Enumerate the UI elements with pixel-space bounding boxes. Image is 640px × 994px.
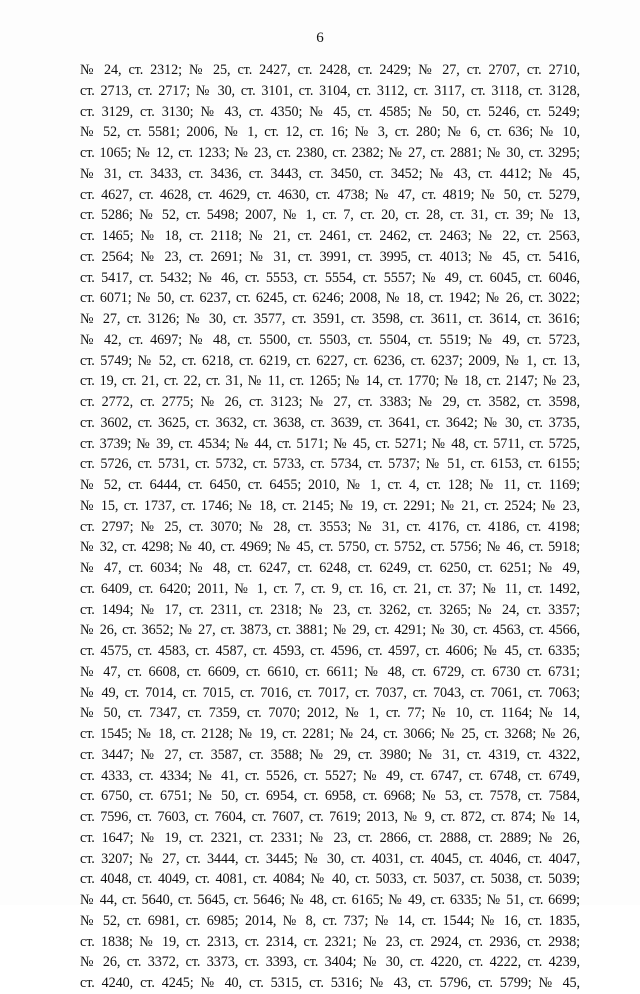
text-line: № 47, ст. 6034; № 48, ст. 6247, ст. 6248, ст. 6249, ст. 6250, ст. 6251; № 49,: [80, 560, 580, 576]
text-line: ст. 4048, ст. 4049, ст. 4081, ст. 4084; № 40, ст. 5033, ст. 5037, ст. 5038, ст. 5039;: [80, 871, 580, 888]
text-line: ст. 3447; № 27, ст. 3587, ст. 3588; № 29, ст. 3980; № 31, ст. 4319, ст. 4322,: [80, 746, 580, 763]
text-line: ст. 3129, ст. 3130; № 43, ст. 4350; № 45, ст. 4585; № 50, ст. 5246, ст. 5249;: [80, 103, 580, 120]
text-line: № 52, ст. 6444, ст. 6450, ст. 6455; 2010, № 1, ст. 4, ст. 128; № 11, ст. 1169;: [80, 477, 580, 493]
text-line: № 24, ст. 2312; № 25, ст. 2427, ст. 2428, ст. 2429; № 27, ст. 2707, ст. 2710,: [80, 62, 580, 78]
text-line: ст. 2797; № 25, ст. 3070; № 28, ст. 3553; № 31, ст. 4176, ст. 4186, ст. 4198;: [80, 518, 580, 535]
text-line: № 31, ст. 3433, ст. 3436, ст. 3443, ст. 3450, ст. 3452; № 43, ст. 4412; № 45,: [80, 165, 580, 182]
text-line: № 44, ст. 5640, ст. 5645, ст. 5646; № 48, ст. 6165; № 49, ст. 6335; № 51, ст. 6699;: [80, 892, 580, 908]
text-line: ст. 2713, ст. 2717; № 30, ст. 3101, ст. 3104, ст. 3112, ст. 3117, ст. 3118, ст. 3128,: [80, 82, 580, 99]
text-line: ст. 2772, ст. 2775; № 26, ст. 3123; № 27, ст. 3383; № 29, ст. 3582, ст. 3598,: [80, 394, 580, 410]
text-line: ст. 5286; № 52, ст. 5498; 2007, № 1, ст. 7, ст. 20, ст. 28, ст. 31, ст. 39; № 13,: [80, 207, 580, 224]
text-line: ст. 3602, ст. 3625, ст. 3632, ст. 3638, ст. 3639, ст. 3641, ст. 3642; № 30, ст. 3735,: [80, 414, 580, 431]
text-line: ст. 4333, ст. 4334; № 41, ст. 5526, ст. 5527; № 49, ст. 6747, ст. 6748, ст. 6749,: [80, 767, 580, 784]
text-line: ст. 1465; № 18, ст. 2118; № 21, ст. 2461, ст. 2462, ст. 2463; № 22, ст. 2563,: [80, 228, 580, 244]
text-line: ст. 3739; № 39, ст. 4534; № 44, ст. 5171; № 45, ст. 5271; № 48, ст. 5711, ст. 5725,: [80, 435, 580, 452]
text-line: ст. 3207; № 27, ст. 3444, ст. 3445; № 30, ст. 4031, ст. 4045, ст. 4046, ст. 4047,: [80, 850, 580, 867]
text-line: № 52, ст. 6981, ст. 6985; 2014, № 8, ст. 737; № 14, ст. 1544; № 16, ст. 1835,: [80, 912, 580, 929]
page-number: 6: [316, 30, 324, 46]
text-line: ст. 4575, ст. 4583, ст. 4587, ст. 4593, ст. 4596, ст. 4597, ст. 4606; № 45, ст. 6335;: [80, 643, 580, 659]
text-line: ст. 4627, ст. 4628, ст. 4629, ст. 4630, ст. 4738; № 47, ст. 4819; № 50, ст. 5279,: [80, 186, 580, 203]
text-line: ст. 5726, ст. 5731, ст. 5732, ст. 5733, ст. 5734, ст. 5737; № 51, ст. 6153, ст. 6155;: [80, 456, 580, 473]
text-line: № 47, ст. 6608, ст. 6609, ст. 6610, ст. 6611; № 48, ст. 6729, ст. 6730 ст. 6731;: [80, 663, 580, 680]
text-line: ст. 5749; № 52, ст. 6218, ст. 6219, ст. 6227, ст. 6236, ст. 6237; 2009, № 1, ст. 13,: [80, 352, 580, 369]
text-line: № 27, ст. 3126; № 30, ст. 3577, ст. 3591, ст. 3598, ст. 3611, ст. 3614, ст. 3616;: [80, 311, 580, 327]
text-line: № 52, ст. 5581; 2006, № 1, ст. 12, ст. 16; № 3, ст. 280; № 6, ст. 636; № 10,: [80, 124, 580, 141]
text-line: № 32, ст. 4298; № 40, ст. 4969; № 45, ст. 5750, ст. 5752, ст. 5756; № 46, ст. 5918;: [80, 539, 580, 556]
text-line: ст. 19, ст. 21, ст. 22, ст. 31, № 11, ст. 1265; № 14, ст. 1770; № 18, ст. 2147; № 23,: [80, 373, 580, 390]
text-line: ст. 6409, ст. 6420; 2011, № 1, ст. 7, ст. 9, ст. 16, ст. 21, ст. 37; № 11, ст. 1492,: [80, 580, 580, 597]
text-line: ст. 6750, ст. 6751; № 50, ст. 6954, ст. 6958, ст. 6968; № 53, ст. 7578, ст. 7584,: [80, 788, 580, 805]
text-line: ст. 1647; № 19, ст. 2321, ст. 2331; № 23, ст. 2866, ст. 2888, ст. 2889; № 26,: [80, 829, 580, 846]
text-line: № 26, ст. 3652; № 27, ст. 3873, ст. 3881; № 29, ст. 4291; № 30, ст. 4563, ст. 4566,: [80, 622, 580, 639]
text-line: ст. 6071; № 50, ст. 6237, ст. 6245, ст. 6246; 2008, № 18, ст. 1942; № 26, ст. 3022;: [80, 290, 580, 307]
text-line: № 15, ст. 1737, ст. 1746; № 18, ст. 2145; № 19, ст. 2291; № 21, ст. 2524; № 23,: [80, 497, 580, 514]
text-line: ст. 1545; № 18, ст. 2128; № 19, ст. 2281; № 24, ст. 3066; № 25, ст. 3268; № 26,: [80, 726, 580, 742]
text-line: № 42, ст. 4697; № 48, ст. 5500, ст. 5503, ст. 5504, ст. 5519; № 49, ст. 5723,: [80, 331, 580, 348]
body-text: [80, 60, 580, 994]
text-line: № 50, ст. 7347, ст. 7359, ст. 7070; 2012, № 1, ст. 77; № 10, ст. 1164; № 14,: [80, 705, 580, 722]
text-line: ст. 1838; № 19, ст. 2313, ст. 2314, ст. 2321; № 23, ст. 2924, ст. 2936, ст. 2938;: [80, 933, 580, 950]
text-line: ст. 7596, ст. 7603, ст. 7604, ст. 7607, ст. 7619; 2013, № 9, ст. 872, ст. 874; № 14,: [80, 809, 580, 825]
text-line: ст. 2564; № 23, ст. 2691; № 31, ст. 3991, ст. 3995, ст. 4013; № 45, ст. 5416,: [80, 248, 580, 265]
text-line: ст. 4240, ст. 4245; № 40, ст. 5315, ст. 5316; № 43, ст. 5796, ст. 5799; № 45,: [80, 975, 580, 991]
text-line: ст. 1065; № 12, ст. 1233; № 23, ст. 2380, ст. 2382; № 27, ст. 2881; № 30, ст. 3295;: [80, 145, 580, 161]
text-line: ст. 1494; № 17, ст. 2311, ст. 2318; № 23, ст. 3262, ст. 3265; № 24, ст. 3357;: [80, 601, 580, 618]
text-line: ст. 5417, ст. 5432; № 46, ст. 5553, ст. 5554, ст. 5557; № 49, ст. 6045, ст. 6046,: [80, 269, 580, 286]
text-line: № 26, ст. 3372, ст. 3373, ст. 3393, ст. 3404; № 30, ст. 4220, ст. 4222, ст. 4239,: [80, 954, 580, 971]
text-line: № 49, ст. 7014, ст. 7015, ст. 7016, ст. 7017, ст. 7037, ст. 7043, ст. 7061, ст. 7063;: [80, 684, 580, 701]
